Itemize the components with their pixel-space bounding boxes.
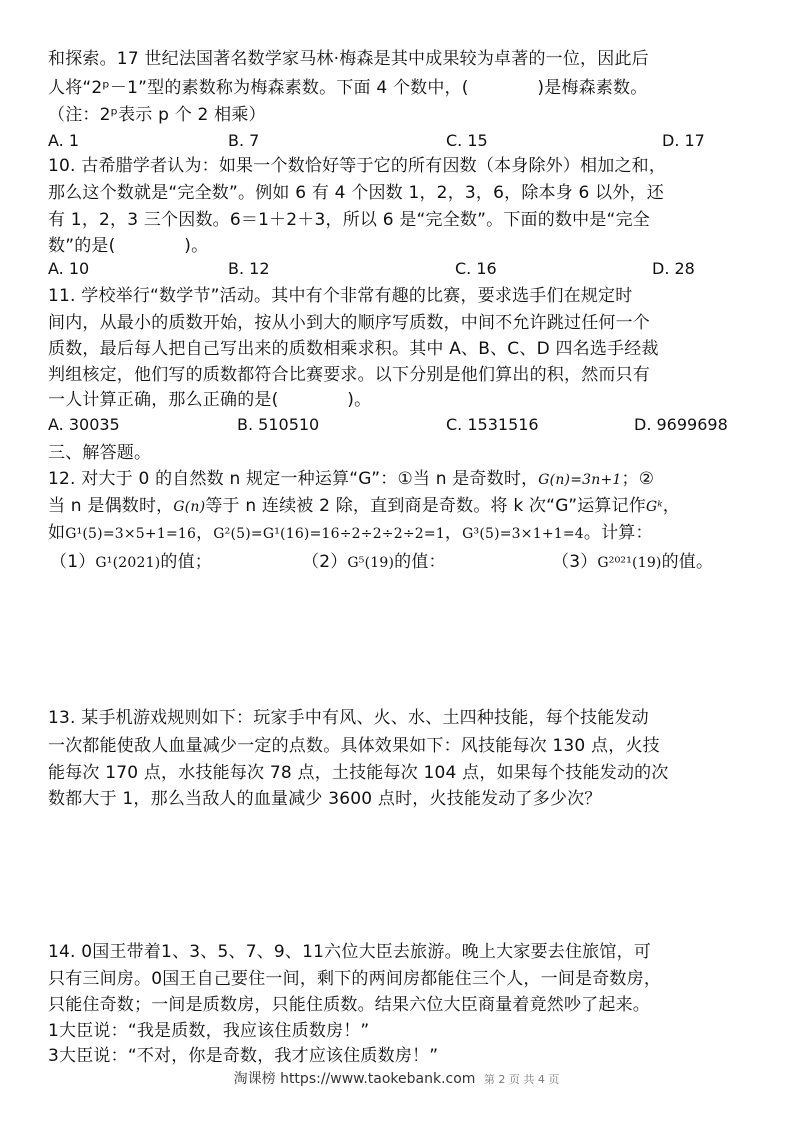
q12-sub-2-tail: 的值：: [394, 552, 446, 572]
q10-option-d: D. 28: [652, 259, 695, 278]
watermark-text: 淘课榜 https://www.taokebank.com: [233, 1071, 476, 1087]
q11-line-5: 一人计算正确，那么正确的是( )。: [48, 390, 372, 410]
q11-line-4: 判组核定，他们写的质数都符合比赛要求。以下分别是他们算出的积，然而只有: [48, 365, 650, 385]
q12-line-3-tail: 。计算：: [583, 523, 653, 543]
q14-line-5: 3大臣说：“不对，你是奇数，我才应该住质数房！”: [48, 1046, 439, 1066]
q12-line-1-tail: ；②: [621, 469, 655, 489]
q9-option-d: D. 17: [662, 131, 705, 150]
q14-line-4: 1大臣说：“我是质数，我应该住质数房！”: [48, 1021, 370, 1041]
q12-sub-1-tail: 的值；: [160, 552, 212, 572]
q11-option-d: D. 9699698: [634, 415, 728, 434]
q12-sub-2-formula: G⁵(19): [347, 555, 395, 571]
q10-line-2: 那么这个数就是“完全数”。例如 6 有 4 个因数 1，2，3，6，除本身 6 以外，还: [48, 183, 664, 203]
q11-option-b: B. 510510: [237, 415, 320, 434]
q11-option-a: A. 30035: [48, 415, 120, 434]
q12-formula-even: G(n): [173, 499, 206, 515]
q10-option-a: A. 10: [48, 259, 90, 278]
q12-line-3-text: 如: [48, 523, 66, 543]
q14-line-1: 14. 0国王带着1、3、5、7、9、11六位大臣去旅游。晚上大家要去住旅馆，可: [48, 942, 651, 962]
q12-line-2-tail: ，: [662, 496, 680, 516]
q10-option-b: B. 12: [228, 259, 270, 278]
q12-sub-2-num: （2）: [302, 552, 348, 572]
q10-line-1: 10. 古希腊学者认为：如果一个数恰好等于它的所有因数（本身除外）相加之和，: [48, 156, 667, 176]
q13-line-4: 数都大于 1，那么当敌人的血量减少 3600 点时，火技能发动了多少次？: [48, 789, 602, 809]
q12-sub-2: [302, 549, 446, 576]
q12-line-1-text: 12. 对大于 0 的自然数 n 规定一种运算“G”：①当 n 是奇数时，: [48, 469, 539, 489]
q12-sub-3-tail: 的值。: [661, 552, 714, 572]
q11-line-1: 11. 学校举行“数学节”活动。其中有个非常有趣的比赛，要求选手们在规定时: [48, 286, 633, 306]
q12-sub-3-formula: G²⁰²¹(19): [597, 555, 662, 571]
q12-line-2-text: 当 n 是偶数时，: [48, 496, 174, 516]
q14-line-2: 只有三间房。0国王自己要住一间，剩下的两间房都能住三个人，一间是奇数房，: [48, 969, 662, 989]
q12-sub-1: [50, 549, 212, 576]
q12-sub-3: [552, 549, 713, 576]
q9-option-c: C. 15: [446, 131, 488, 150]
q12-example-3: G³(5)=3×1+1=4: [462, 526, 584, 542]
q9-line-2: 人将“2ᵖ－1”型的素数称为梅森素数。下面 4 个数中，( )是梅森素数。: [48, 78, 648, 98]
q12-formula-odd: G(n)=3n+1: [538, 472, 622, 488]
q9-option-b: B. 7: [228, 131, 260, 150]
q9-line-1: 和探索。17 世纪法国著名数学家马林·梅森是其中成果较为卓著的一位，因此后: [48, 49, 649, 69]
q10-option-c: C. 16: [455, 259, 497, 278]
q12-line-3: 如G¹(5)=3×5+1=16，G²(5)=G¹(16)=16÷2÷2÷2÷2=1，G³(5)=3×1+1=4。计算：: [48, 523, 653, 543]
q12-sub-1-formula: G¹(2021): [95, 555, 161, 571]
q12-line-1: [48, 466, 654, 493]
q14-line-3: 只能住奇数；一间是质数房，只能住质数。结果六位大臣商量着竟然吵了起来。: [48, 995, 650, 1015]
q13-line-3: 能每次 170 点，水技能每次 78 点，土技能每次 104 点，如果每个技能发动的次: [48, 763, 669, 783]
q10-line-3: 有 1，2，3 三个因数。6＝1＋2＋3，所以 6 是“完全数”。下面的数中是“完全: [48, 210, 650, 230]
q9-line-3: （注：2ᵖ表示 p 个 2 相乘）: [48, 105, 266, 125]
q12-example-2: G²(5)=G¹(16)=16÷2÷2÷2÷2=1: [213, 526, 445, 542]
q12-sub-1-num: （1）: [50, 552, 96, 572]
q11-option-c: C. 1531516: [446, 415, 539, 434]
page-footer: [0, 1068, 793, 1088]
q13-line-1: 13. 某手机游戏规则如下：玩家手中有风、火、水、土四种技能，每个技能发动: [48, 708, 649, 728]
q9-option-a: A. 1: [48, 131, 80, 150]
q12-line-2-mid: 等于 n 连续被 2 除，直到商是奇数。将 k 次“G”运算记作: [205, 496, 646, 516]
q13-line-2: 一次都能使敌人血量减少一定的点数。具体效果如下：风技能每次 130 点，火技: [48, 736, 660, 756]
q12-formula-k: Gᵏ: [646, 499, 663, 515]
q12-sub-3-num: （3）: [552, 552, 598, 572]
q12-example-1: G¹(5)=3×5+1=16: [65, 526, 197, 542]
q12-line-2: [48, 493, 680, 520]
section-heading: 三、解答题。: [48, 443, 152, 463]
q11-line-2: 间内，从最小的质数开始，按从小到大的顺序写质数，中间不允许跳过任何一个: [48, 313, 650, 333]
q11-line-3: 质数，最后每人把自己写出来的质数相乘求积。其中 A、B、C、D 四名选手经裁: [48, 339, 659, 359]
q10-line-4: 数”的是( )。: [48, 236, 209, 256]
page-number: 第 2 页 共 4 页: [483, 1073, 560, 1086]
